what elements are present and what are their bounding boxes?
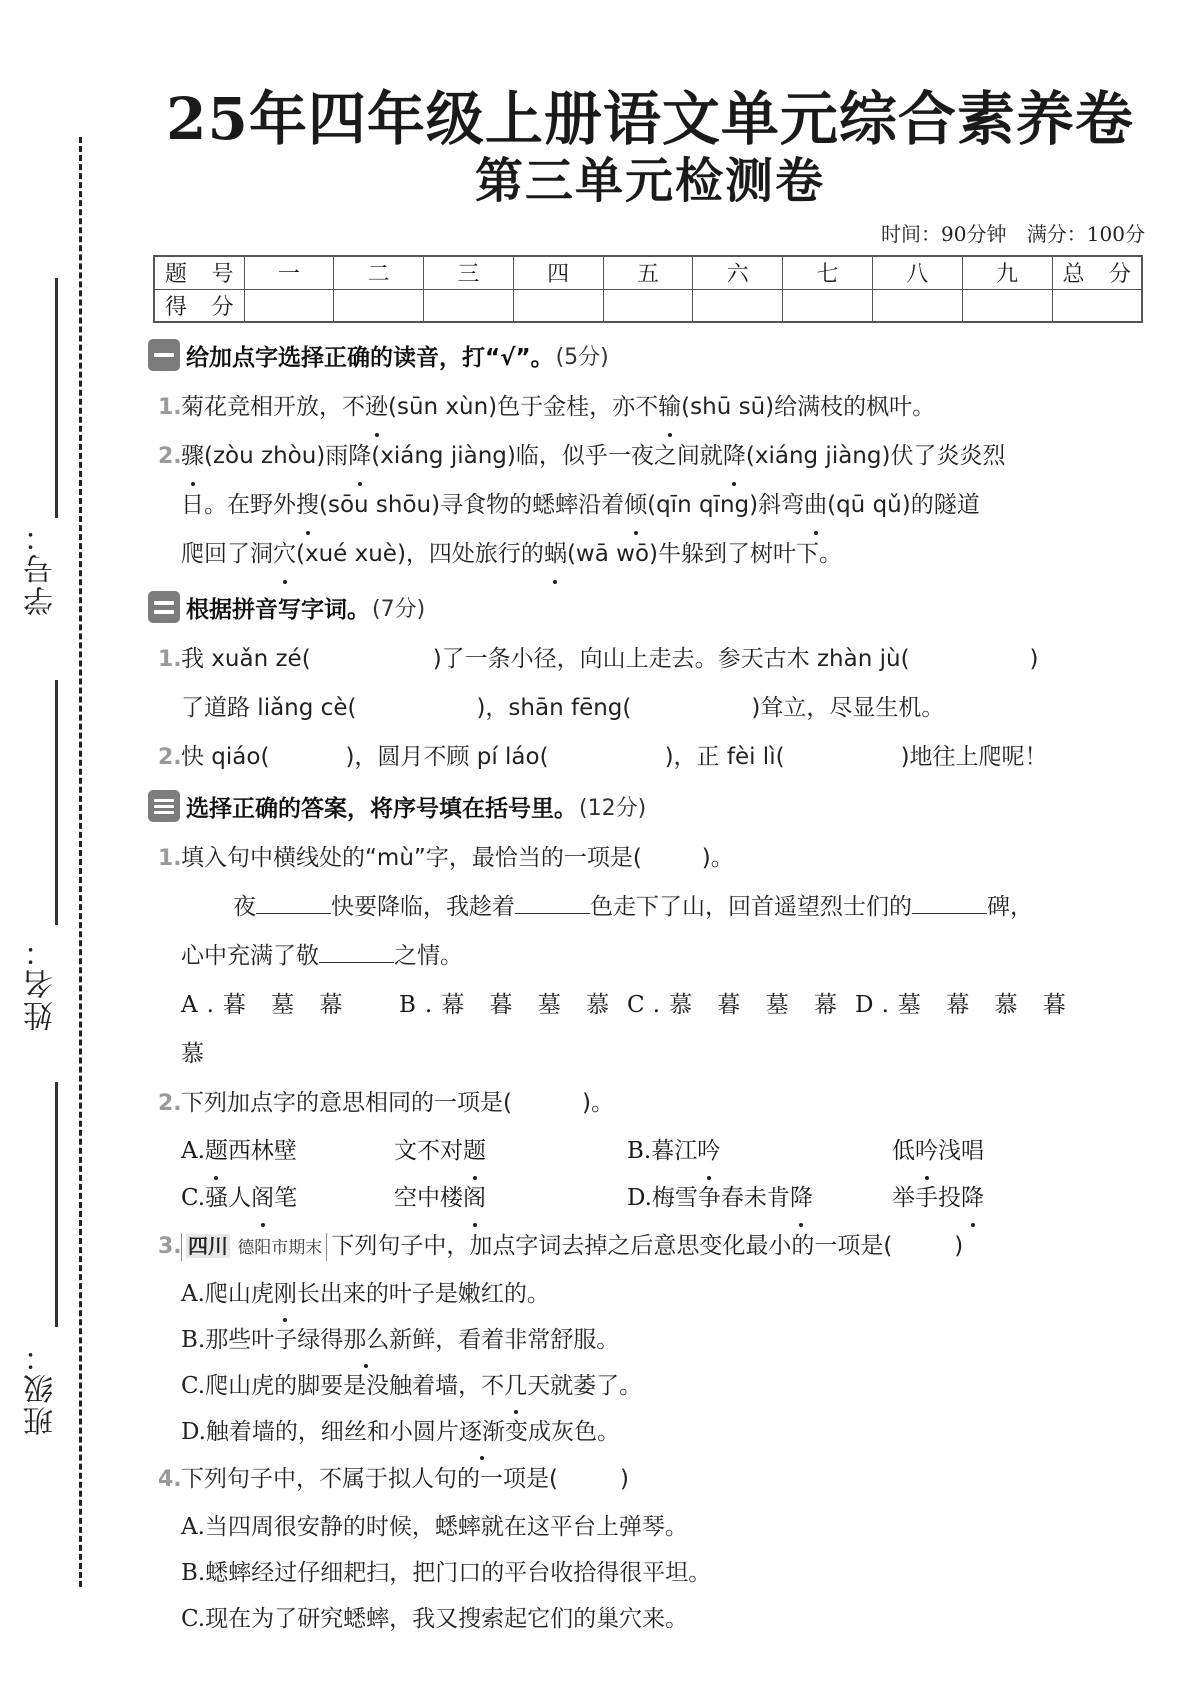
option-b-1[interactable]: B.暮江吟 [627, 1128, 892, 1175]
exam-meta [867, 218, 1145, 247]
student-id-line[interactable] [55, 278, 58, 518]
col-8: 八 [872, 256, 962, 289]
score-cell-total[interactable] [1052, 289, 1142, 322]
score-cell[interactable] [424, 289, 514, 322]
question-3-1: 1. 填入句中横线处的“mù”字，最恰当的一项是( )。 [158, 845, 734, 871]
section-3-header [148, 786, 1158, 826]
source-tag: 四川 德阳市期末 [181, 1233, 327, 1261]
option-d-1[interactable]: D.梅雪争春未肯降 [627, 1175, 892, 1222]
section-1-number-icon [148, 339, 180, 371]
option-c-2[interactable]: 空中楼阁 [394, 1175, 627, 1222]
option-c-1[interactable]: C.骚人阁笔 [181, 1175, 394, 1222]
score-cell[interactable] [513, 289, 603, 322]
name-label: 姓名： [24, 935, 59, 1031]
row-head-question-no: 题号 [154, 256, 244, 289]
score-cell[interactable] [962, 289, 1052, 322]
col-4: 四 [513, 256, 603, 289]
class-line[interactable] [55, 1082, 58, 1327]
option-d[interactable]: D.触着墙的，细丝和小圆片逐渐变成灰色。 [148, 1409, 1158, 1455]
option-c[interactable]: C.慕 暮 墓 幕 [627, 992, 847, 1018]
option-a[interactable]: A.爬山虎刚长出来的叶子是嫩红的。 [148, 1271, 1158, 1317]
score-table-header-row [154, 256, 1142, 289]
student-id-label: 学号： [24, 520, 59, 616]
col-5: 五 [603, 256, 693, 289]
question-3-1-passage: 夜 快要降临，我趁着 色走下了山，回首遥望烈士们的 碑， [148, 883, 1158, 932]
question-2-1: 1. 我 xuǎn zé( )了一条小径，向山上走去。参天古木 zhàn jù( ) 了道路 liǎng cè( )，shān fēng( )耸立，尽显生机。 [158, 646, 1039, 721]
fill-line[interactable] [319, 937, 394, 963]
dotted-char: 逊 [365, 383, 388, 432]
question-3-2-options [148, 1128, 1158, 1222]
col-3: 三 [424, 256, 514, 289]
class-label: 班级： [24, 1340, 59, 1436]
dotted-char: 输 [658, 383, 681, 432]
section-2-score: (7分) [372, 596, 426, 622]
score-cell[interactable] [693, 289, 783, 322]
col-7: 七 [783, 256, 873, 289]
option-d-2[interactable]: 举手投降 [892, 1175, 1092, 1222]
question-3-2: 2. 下列加点字的意思相同的一项是( )。 [158, 1090, 614, 1116]
section-2-header [148, 587, 1158, 627]
option-d[interactable]: D.墓 幕 慕 暮 [855, 992, 1075, 1018]
option-b[interactable]: B.那些叶子绿得那么新鲜，看着非常舒服。 [148, 1317, 1158, 1363]
section-2-number-icon [148, 591, 180, 623]
score-cell[interactable] [783, 289, 873, 322]
name-line[interactable] [55, 680, 58, 925]
option-b-2[interactable]: 低吟浅唱 [892, 1128, 1092, 1175]
question-3-4: 4. 下列句子中，不属于拟人句的一项是( ) [158, 1466, 629, 1492]
exam-content [148, 335, 1158, 1642]
option-a[interactable]: A.暮 墓 幕 慕 [181, 992, 352, 1067]
question-3-1-options [148, 981, 1158, 1079]
col-total: 总分 [1052, 256, 1142, 289]
exam-time: 时间：90分钟 [881, 222, 1007, 246]
question-3-1-passage-cont: 心中充满了敬 之情。 [148, 932, 1158, 981]
col-1: 一 [244, 256, 334, 289]
option-a-2[interactable]: 文不对题 [394, 1128, 627, 1175]
option-a-1[interactable]: A.题西林壁 [181, 1128, 394, 1175]
score-cell[interactable] [603, 289, 693, 322]
cut-line-dashed [79, 137, 82, 1587]
col-2: 二 [334, 256, 424, 289]
option-c[interactable]: C.爬山虎的脚要是没触着墙，不几天就萎了。 [148, 1363, 1158, 1409]
page-title: 25年四年级上册语文单元综合素养卷 [166, 85, 1134, 153]
score-cell[interactable] [244, 289, 334, 322]
question-3-3: 3. 四川 德阳市期末 下列句子中，加点字词去掉之后意思变化最小的一项是( ) [158, 1233, 964, 1259]
option-c[interactable]: C.现在为了研究蟋蟀，我又搜索起它们的巢穴来。 [181, 1606, 689, 1632]
question-1-1: 1. 菊花竞相开放，不逊(sūn xùn)色于金桂，亦不输(shū sū)给满枝的枫叶。 [148, 383, 1158, 432]
score-table-score-row [154, 289, 1142, 322]
option-a[interactable]: A.当四周很安静的时候，蟋蟀就在这平台上弹琴。 [181, 1514, 688, 1540]
page-subtitle: 第三单元检测卷 [474, 153, 825, 209]
section-1-score: (5分) [555, 344, 609, 370]
section-3-score: (12分) [579, 795, 647, 821]
question-2-2: 2. 快 qiáo( )，圆月不顾 pí láo( )，正 fèi lì( )地往上爬呢！ [158, 744, 1048, 770]
exam-full-score: 满分：100分 [1026, 222, 1145, 246]
option-b[interactable]: B.幕 暮 墓 慕 [399, 992, 619, 1018]
section-2-title: 根据拼音写字词。 [186, 596, 370, 623]
fill-line[interactable] [912, 888, 987, 914]
col-9: 九 [962, 256, 1052, 289]
section-3-title: 选择正确的答案，将序号填在括号里。 [186, 795, 577, 822]
section-1-header [148, 335, 1158, 375]
fill-line[interactable] [256, 888, 331, 914]
section-3-number-icon [148, 790, 180, 822]
row-head-score: 得分 [154, 289, 244, 322]
section-1-title: 给加点字选择正确的读音，打“√”。 [186, 344, 554, 371]
score-cell[interactable] [334, 289, 424, 322]
col-6: 六 [693, 256, 783, 289]
question-1-2: 2. 骤(zòu zhòu)雨降(xiáng jiàng)临，似乎一夜之间就降(xiáng jiàng)伏了炎炎烈 日。在野外搜(sōu shōu)寻食物的蟋蟀沿着倾(qīn qīng)斜弯曲(qū qǔ)的隧道 爬回了洞穴(xué xuè)，四处旅行的蜗(wā wō)牛躲到了树叶下。 [148, 432, 1158, 579]
fill-line[interactable] [515, 888, 590, 914]
score-cell[interactable] [872, 289, 962, 322]
option-b[interactable]: B.蟋蟀经过仔细耙扫，把门口的平台收拾得很平坦。 [181, 1560, 712, 1586]
score-table [153, 255, 1143, 323]
